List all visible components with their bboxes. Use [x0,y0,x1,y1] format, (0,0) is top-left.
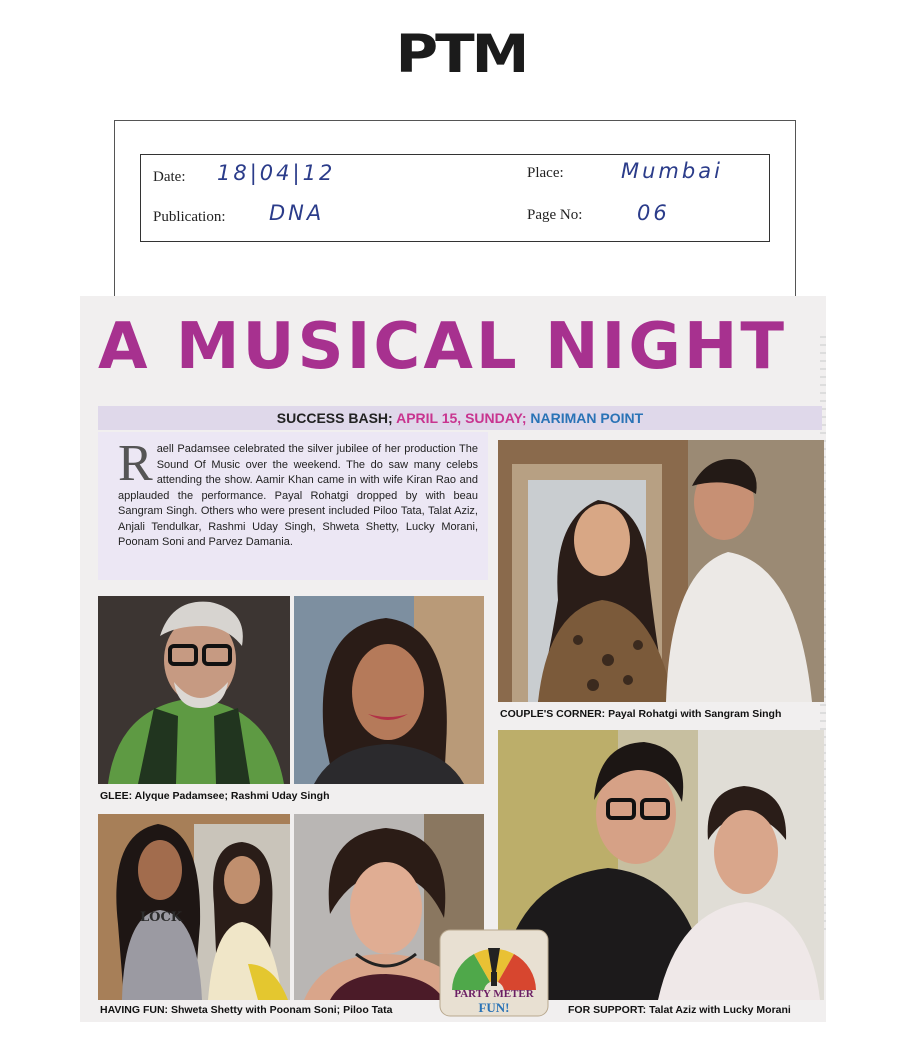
photo-couples-corner [498,440,824,702]
photo-alyque-padamsee [98,596,290,784]
clipping-info-box [140,154,770,242]
article-body [118,435,478,551]
shirt-print: LOCK [140,910,183,925]
place-value: Mumbai [621,159,723,183]
drop-cap: R [118,435,153,492]
party-meter [438,928,550,1018]
caption-having-fun: HAVING FUN: Shweta Shetty with Poonam Soni; Piloo Tata [100,1004,393,1016]
logo-text: PTM [395,23,527,85]
page-label: Page No: [527,207,583,223]
strap-date: APRIL 15, SUNDAY; [396,410,527,426]
date-value: 18|04|12 [217,161,336,185]
newspaper-clipping [80,296,826,1022]
publication-label: Publication: [153,209,226,225]
page-value: 06 [637,201,670,225]
caption-for-support: FOR SUPPORT: Talat Aziz with Lucky Morani [568,1004,791,1016]
party-meter-rating: FUN! [478,1000,510,1015]
date-label: Date: [153,169,186,185]
article-body-text: aell Padamsee celebrated the silver jubilee of her production The Sound Of Music over the weekend. The do saw many celebs attending the show. Aamir Khan came in with wife Kiran Rao and applauded the performance. Payal Rohatgi dropped by with beau Sangram Singh. Others who were present included Piloo Tata, Talat Aziz, Anjali Tendulkar, Rashmi Uday Singh, Shweta Shetty, Lucky Morani, Poonam Soni and Parvez Damania. [118,443,478,548]
party-meter-label: PARTY METER [454,988,534,1000]
caption-couples-corner: COUPLE'S CORNER: Payal Rohatgi with Sangram Singh [500,708,782,720]
place-label: Place: [527,165,564,181]
caption-glee: GLEE: Alyque Padamsee; Rashmi Uday Singh [100,790,330,802]
photo-shweta-shetty-poonam-soni [98,814,290,1000]
strap-place: NARIMAN POINT [530,410,644,426]
ptm-logo [386,23,536,85]
article-strap [98,406,822,430]
article-intro-box [98,432,488,580]
strap-kicker: SUCCESS BASH; [276,410,393,426]
article-headline: A MUSICAL NIGHT [98,310,788,384]
photo-rashmi-uday-singh [294,596,484,784]
publication-value: DNA [269,201,325,225]
